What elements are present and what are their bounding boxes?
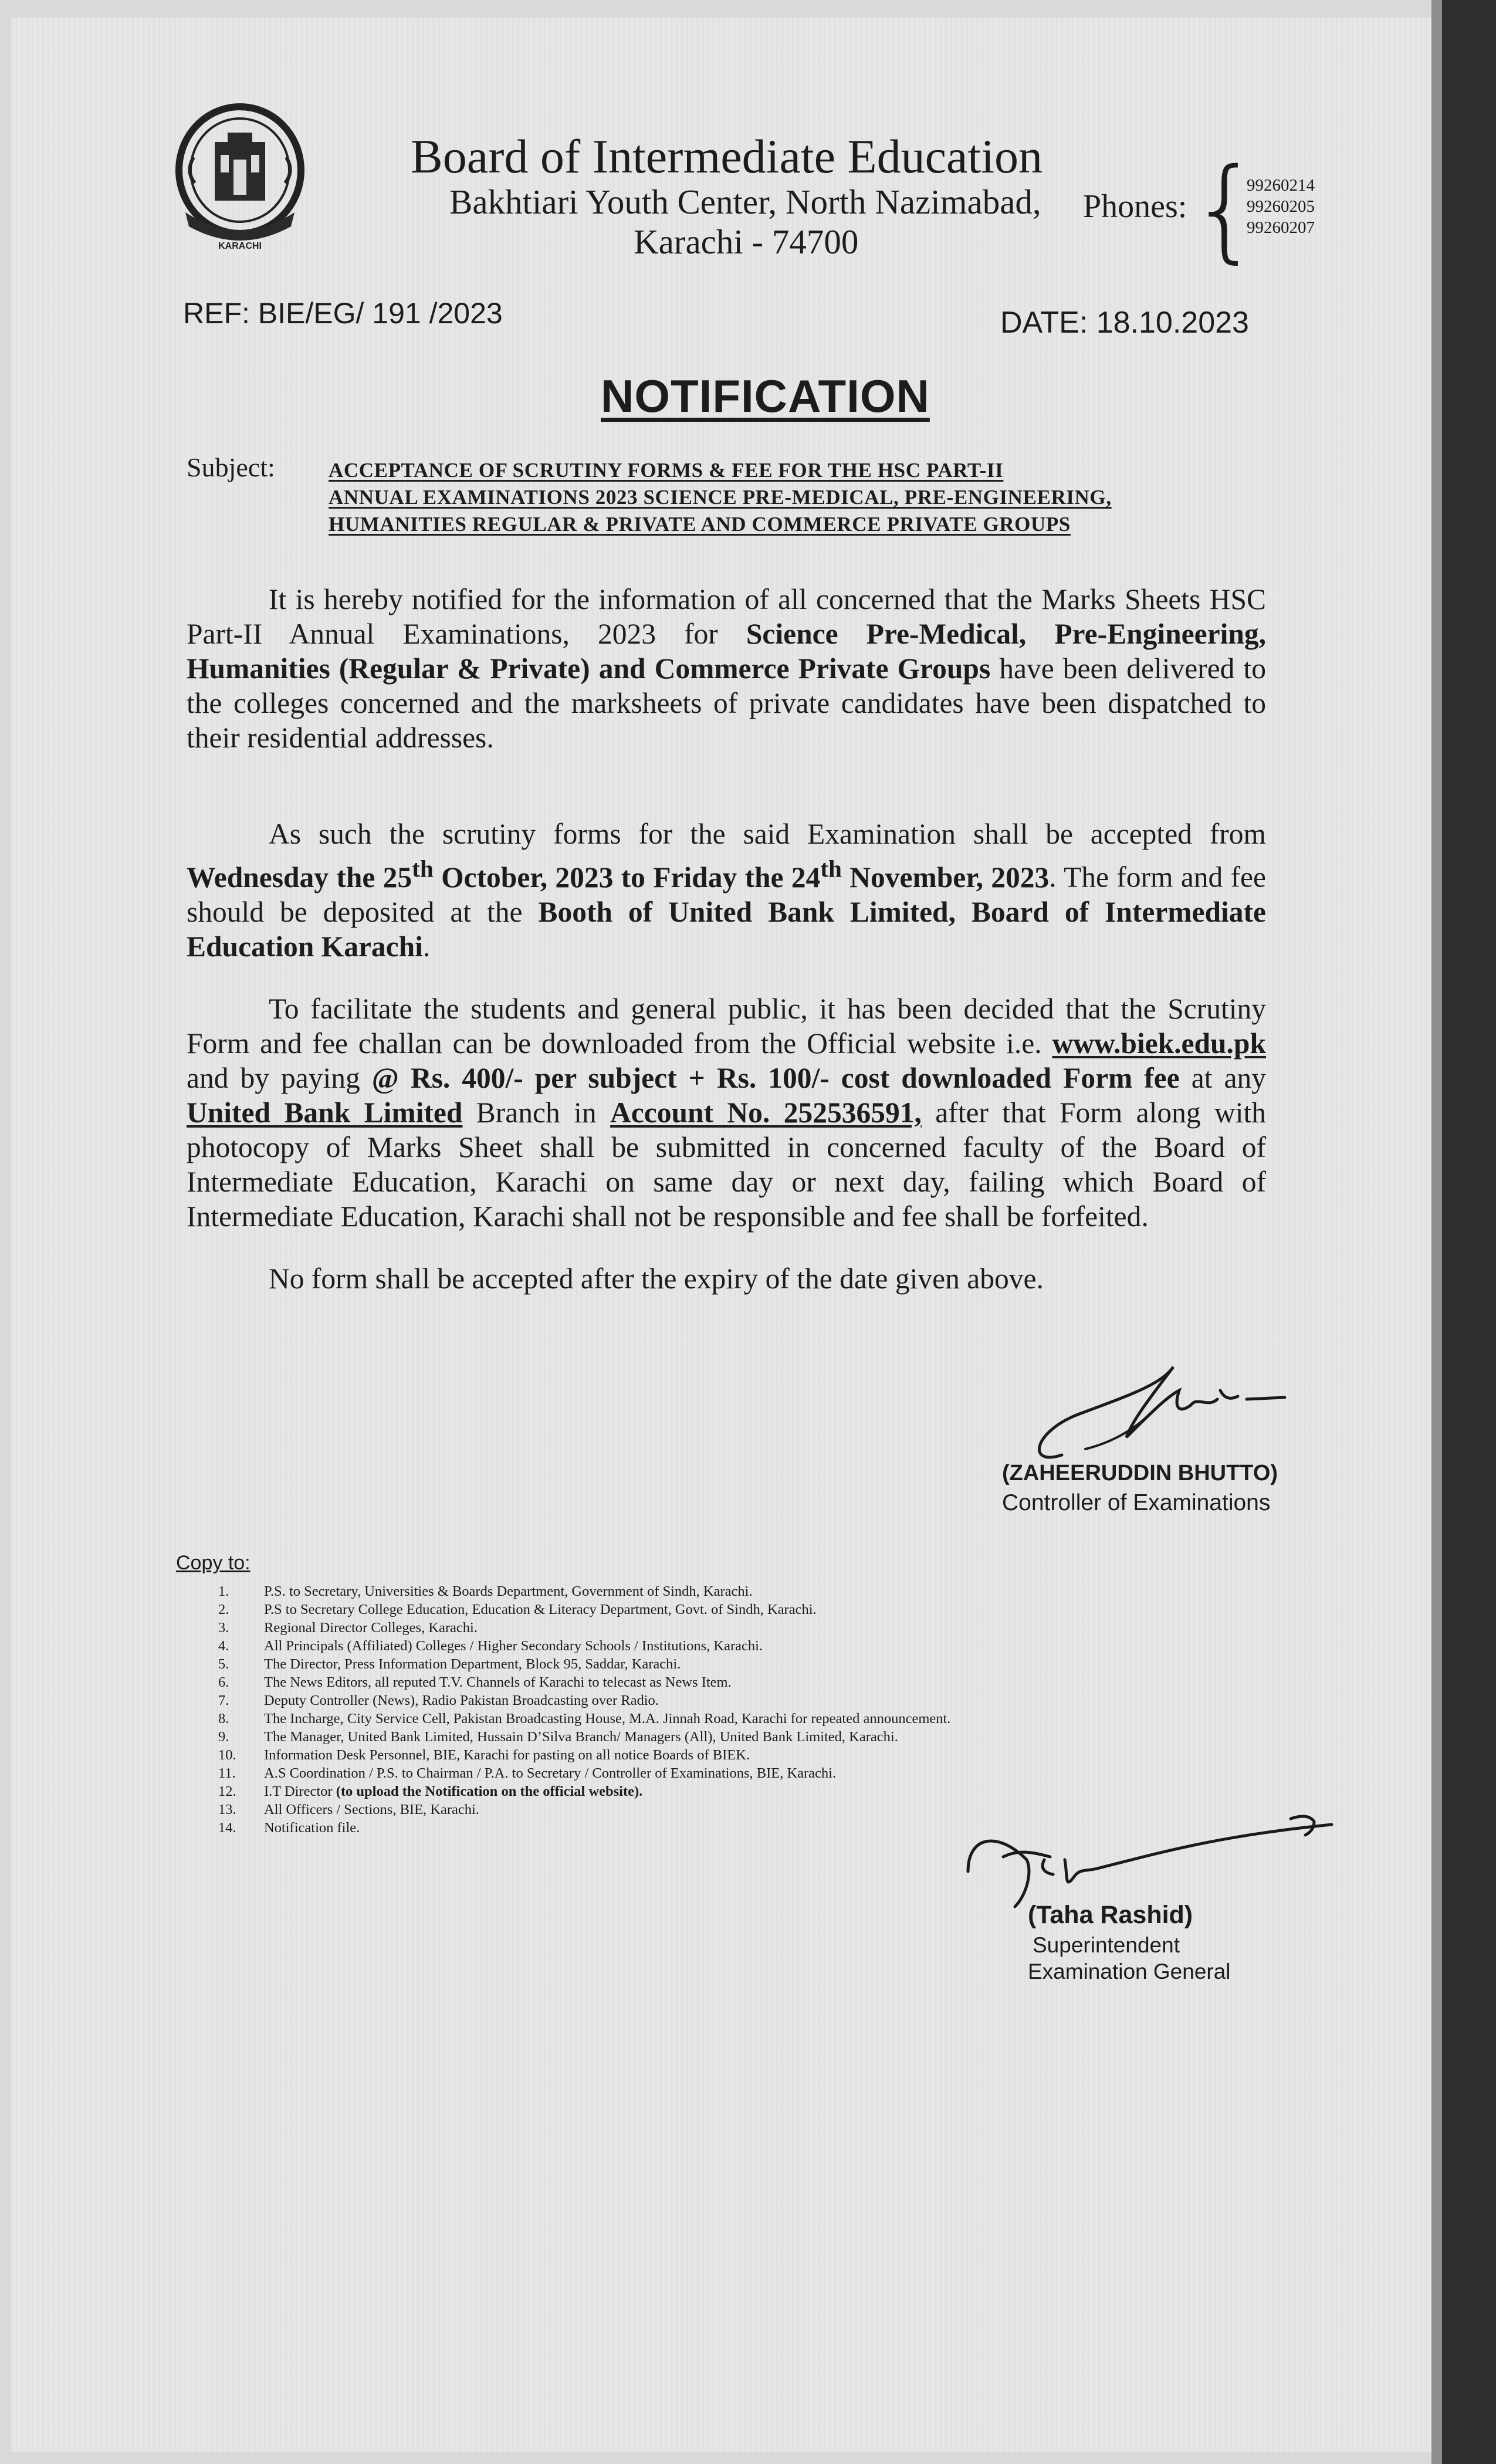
copy-to-list (218, 1582, 950, 1837)
list-item: 3. Regional Director Colleges, Karachi. (218, 1620, 478, 1636)
p3-text-end: after that Form along with photocopy of Marks Sheet shall be submitted in concerned faculty of the Board of Intermediate Education, Karachi on same day or next day, failing which Board of Intermediate Education, Karachi shall not be responsible and fee shall be forfeited. (187, 1096, 1266, 1233)
p1-groups: Science Pre-Medical, Pre-Engineering, Humanities (Regular & Private) and Commerce Private Groups (187, 618, 1266, 685)
p3-text: To facilitate the students and general public, it has been decided that the Scrutiny Form and fee challan can be downloaded from the Official website i.e. (187, 993, 1266, 1060)
org-name: Board of Intermediate Education (411, 130, 1043, 183)
p1-text: It is hereby notified for the information of all concerned that the Marks Sheets HSC Part-II Annual Examinations, 2023 for (187, 583, 1266, 650)
list-item: 14. Notification file. (218, 1820, 360, 1836)
phones-label: Phones: (1083, 188, 1187, 225)
paragraph-4 (187, 1261, 1266, 1296)
phone-number: 99260205 (1247, 197, 1315, 216)
curly-brace-icon: { (1190, 144, 1261, 274)
p2-booth: Booth of United Bank Limited, Board of Intermediate Education Karachi (187, 895, 1266, 963)
list-item: 6. The News Editors, all reputed T.V. Channels of Karachi to telecast as News Item. (218, 1674, 732, 1690)
list-item: 9. The Manager, United Bank Limited, Hussain D’Silva Branch/ Managers (All), United Bank Limited, Karachi. (218, 1729, 898, 1745)
list-item: 11. A.S Coordination / P.S. to Chairman / P.A. to Secretary / Controller of Examinations, BIE, Karachi. (218, 1765, 837, 1781)
subject-line: HUMANITIES REGULAR & PRIVATE AND COMMERCE PRIVATE GROUPS (329, 513, 1071, 536)
p2-start-date: Wednesday the 25th October, 2023 to Friday the 24th November, 2023 (187, 855, 1050, 893)
account-number: Account No. 252536591, (610, 1096, 922, 1129)
list-item: 1. P.S. to Secretary, Universities & Boards Department, Government of Sindh, Karachi. (218, 1583, 753, 1599)
p2-text: As such the scrutiny forms for the said Examination shall be accepted from (269, 818, 1266, 850)
signatory-2-name: (Taha Rashid) (1028, 1901, 1193, 1929)
address-line-2: Karachi - 74700 (634, 222, 859, 261)
reference-number: REF: BIE/EG/ 191 /2023 (183, 297, 503, 330)
signatory-2-title: Superintendent (1033, 1933, 1180, 1957)
website-link[interactable]: www.biek.edu.pk (1052, 1027, 1266, 1060)
list-item: 8. The Incharge, City Service Cell, Pakistan Broadcasting House, M.A. Jinnah Road, Karachi for repeated announcement. (218, 1711, 951, 1727)
address-line-1: Bakhtiari Youth Center, North Nazimabad, (449, 182, 1041, 221)
phone-number: 99260207 (1247, 218, 1315, 237)
subject-label: Subject: (187, 452, 275, 482)
list-item: 2. P.S to Secretary College Education, Education & Literacy Department, Govt. of Sindh, Karachi. (218, 1602, 817, 1617)
page-title: NOTIFICATION (601, 370, 930, 422)
signature-controller (1015, 1349, 1297, 1478)
list-item: 7. Deputy Controller (News), Radio Pakistan Broadcasting over Radio. (218, 1693, 659, 1708)
board-logo-icon (174, 101, 306, 255)
paragraph-3: To facilitate the students and general public, it has been decided that the Scrutiny Form and fee challan can be downloaded from the Official website i.e. www.biek.edu.pk and by paying @ Rs. 400/- per subject + Rs. 100/- cost downloaded Form fee at any United Bank Limited Branch in Account No. 252536591, after that Form along with photocopy of Marks Sheet shall be submitted in concerned faculty of the Board of Intermediate Education, Karachi on same day or next day, failing which Board of Intermediate Education, Karachi shall not be responsible and fee shall be forfeited. (187, 993, 1266, 1233)
copy-to-label: Copy to: (176, 1552, 251, 1574)
list-item: 12. I.T Director (to upload the Notification on the official website). (218, 1783, 643, 1799)
list-item: 5. The Director, Press Information Department, Block 95, Saddar, Karachi. (218, 1656, 681, 1672)
p2-text-mid: . The form and fee should be deposited at the (187, 861, 1267, 928)
list-item: 4. All Principals (Affiliated) Colleges / Higher Secondary Schools / Institutions, Karachi. (218, 1638, 763, 1654)
subject-line: ACCEPTANCE OF SCRUTINY FORMS & FEE FOR THE HSC PART-II (329, 459, 1004, 482)
p1-text-end: have been delivered to the colleges concerned and the marksheets of private candidates have been dispatched to their residential addresses. (187, 652, 1266, 754)
subject-line: ANNUAL EXAMINATIONS 2023 SCIENCE PRE-MEDICAL, PRE-ENGINEERING, (329, 486, 1112, 509)
signatory-1-name: (ZAHEERUDDIN BHUTTO) (1002, 1461, 1278, 1485)
signatory-1-title: Controller of Examinations (1002, 1490, 1271, 1515)
fee-amount: @ Rs. 400/- per subject + Rs. 100/- cost downloaded Form fee (371, 1062, 1180, 1094)
list-item: 13. All Officers / Sections, BIE, Karachi. (218, 1802, 479, 1817)
paragraph-2: As such the scrutiny forms for the said Examination shall be accepted from Wednesday the 25th October, 2023 to Friday the 24th November, 2023. The form and fee should be deposited at the Booth of United Bank Limited, Board of Intermediate Education Karachi. (187, 818, 1267, 963)
paragraph-1 (187, 582, 1266, 755)
logo-text: KARACHI (218, 241, 262, 251)
scan-edge-shadow (1431, 0, 1442, 2464)
bank-name: United Bank Limited (187, 1096, 463, 1129)
phone-number: 99260214 (1247, 176, 1315, 195)
notification-date: DATE: 18.10.2023 (1000, 306, 1249, 340)
list-item: 10. Information Desk Personnel, BIE, Karachi for pasting on all notice Boards of BIEK. (218, 1747, 750, 1763)
scan-border (1442, 0, 1496, 2464)
p4-text: No form shall be accepted after the expiry of the date given above. (269, 1263, 1044, 1295)
signatory-2-department: Examination General (1028, 1959, 1231, 1984)
